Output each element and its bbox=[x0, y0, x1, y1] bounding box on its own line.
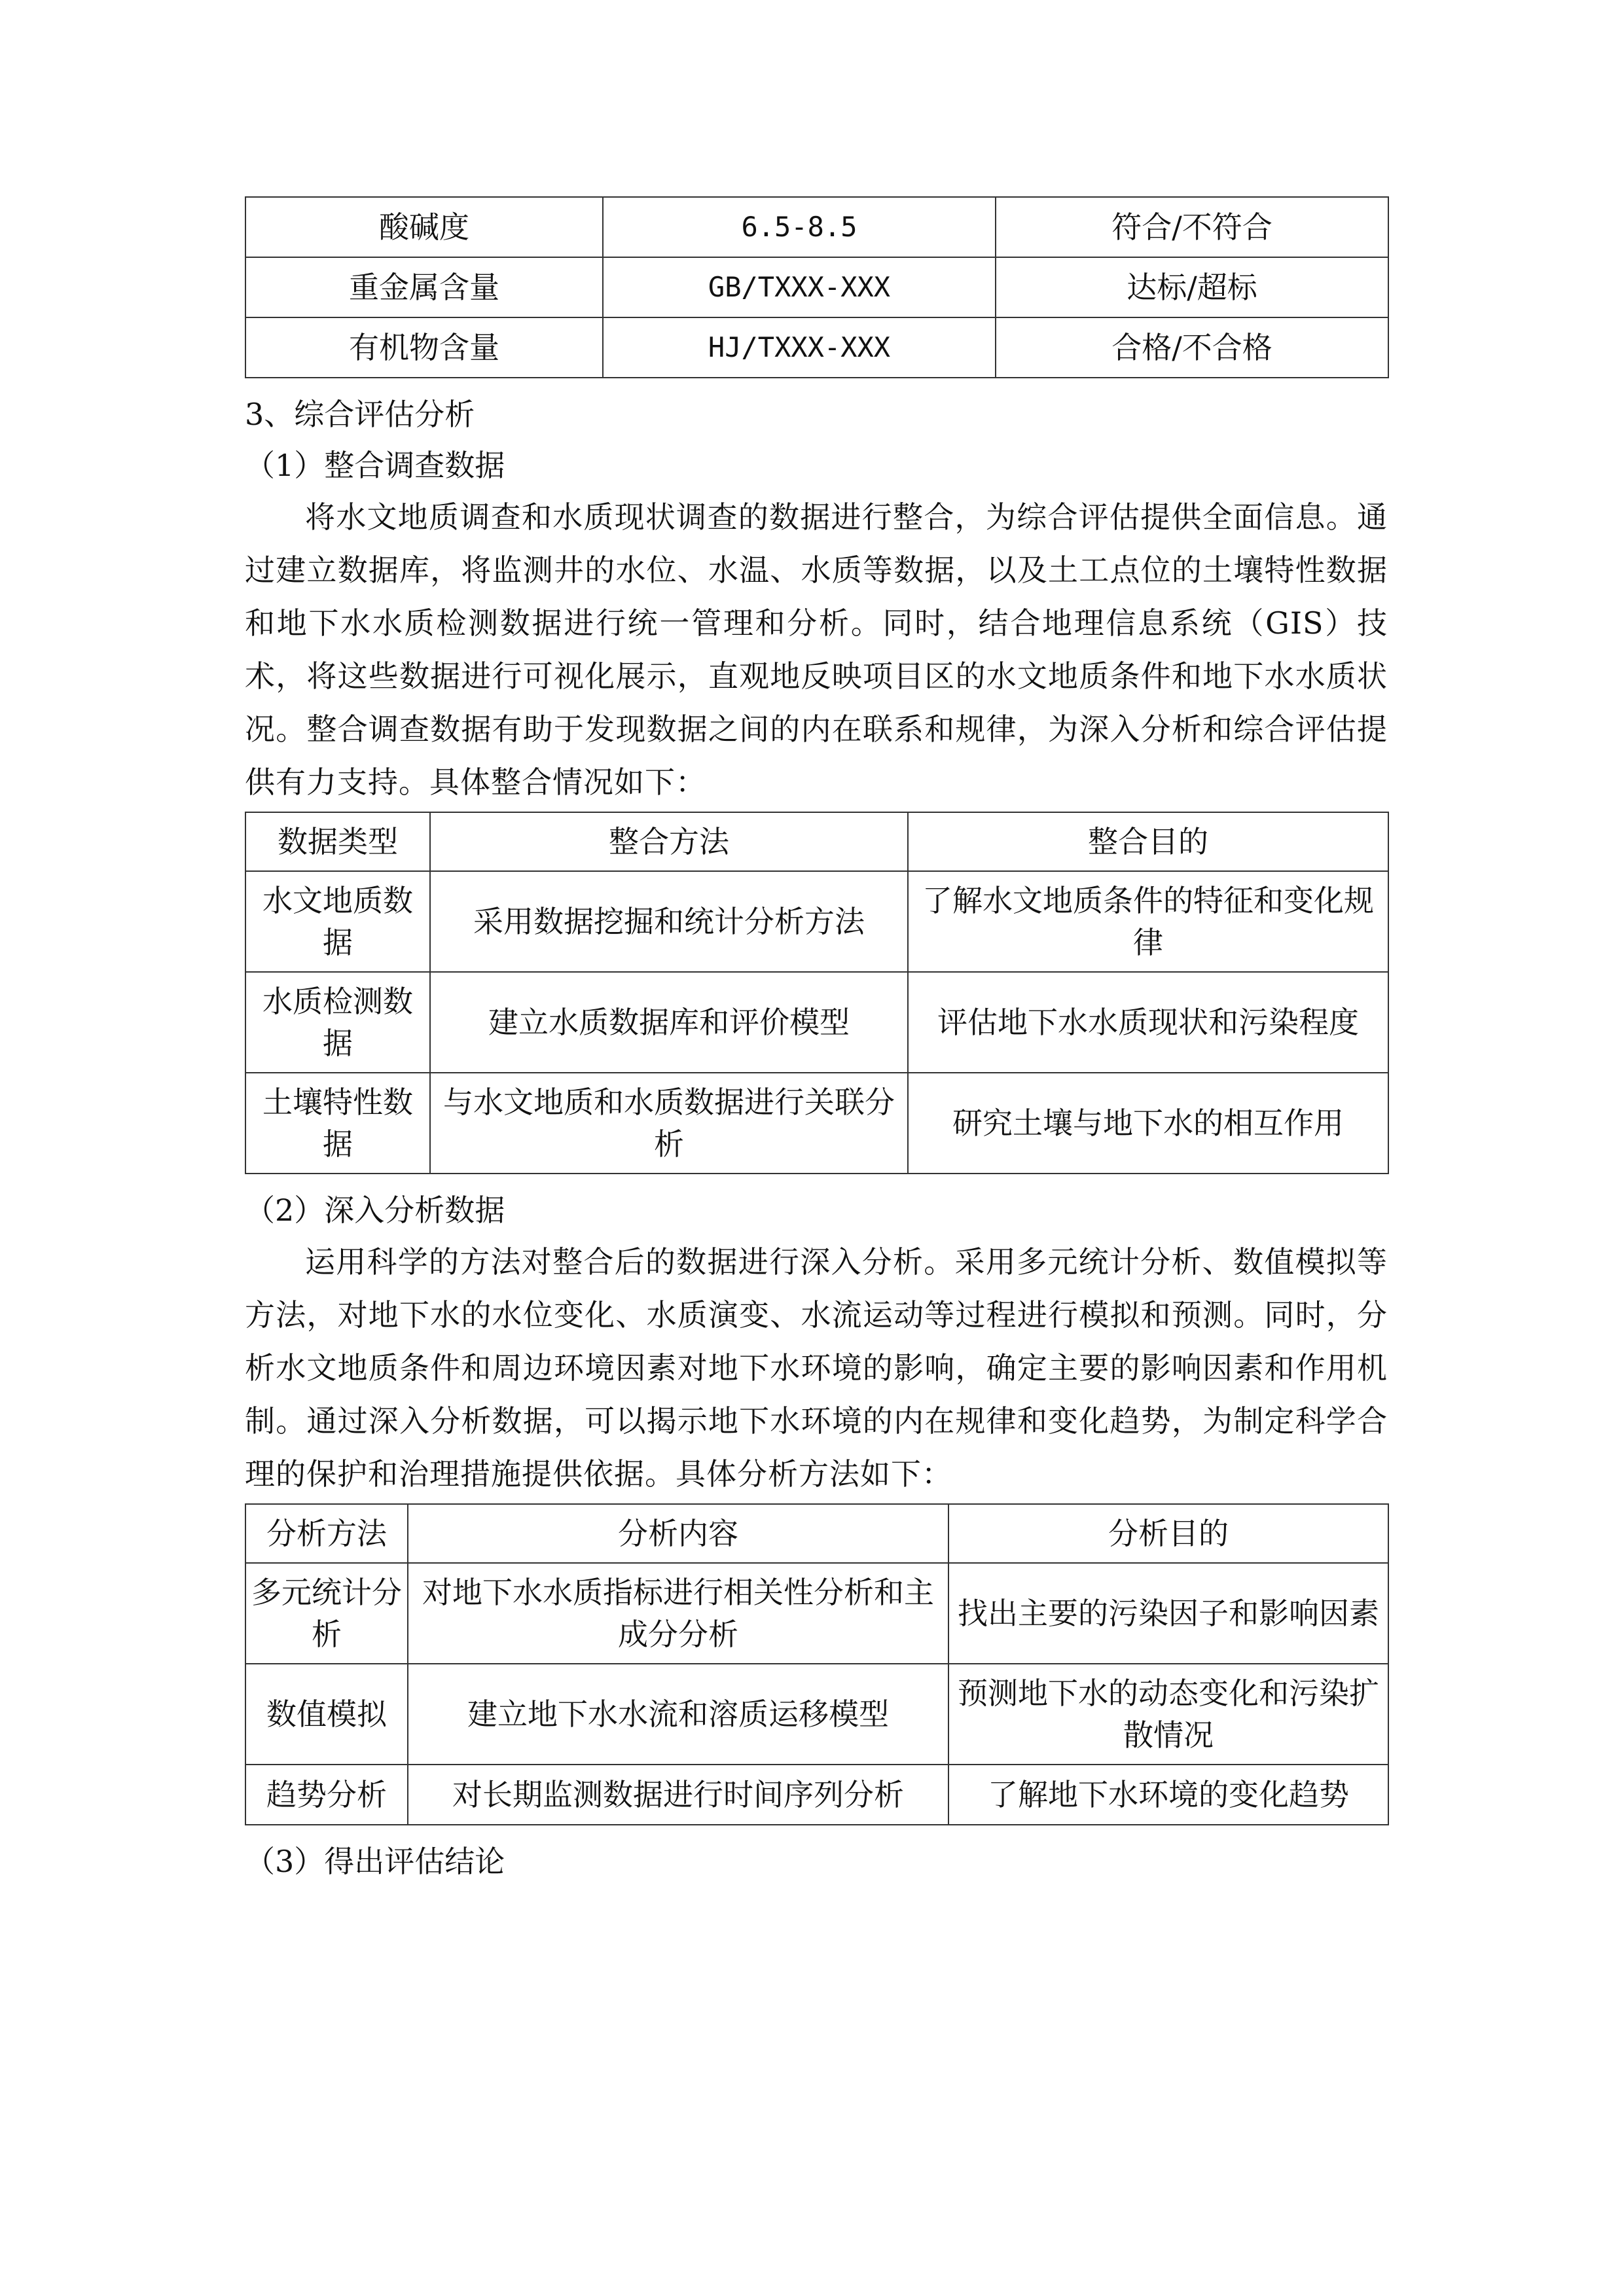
table-cell: 趋势分析 bbox=[245, 1765, 408, 1825]
subsection-heading: （3）得出评估结论 bbox=[245, 1844, 505, 1879]
table-cell: 研究土壤与地下水的相互作用 bbox=[908, 1073, 1388, 1174]
table-cell: 有机物含量 bbox=[245, 317, 603, 378]
table-row bbox=[245, 871, 1388, 972]
table-row bbox=[245, 197, 1388, 257]
table-cell: 对长期监测数据进行时间序列分析 bbox=[408, 1765, 948, 1825]
table-cell: 与水文地质和水质数据进行关联分析 bbox=[430, 1073, 908, 1174]
section-heading: 3、综合评估分析 bbox=[245, 397, 475, 432]
table-cell: 建立地下水水流和溶质运移模型 bbox=[408, 1664, 948, 1765]
table-cell: 预测地下水的动态变化和污染扩散情况 bbox=[948, 1664, 1388, 1765]
integration-table bbox=[245, 812, 1389, 1174]
paragraph: 运用科学的方法对整合后的数据进行深入分析。采用多元统计分析、数值模拟等方法，对地下水的水位变化、水质演变、水流运动等过程进行模拟和预测。同时，分析水文地质条件和周边环境因素对地下水环境的影响，确定主要的影响因素和作用机制。通过深入分析数据，可以揭示地下水环境的内在规律和变化趋势，为制定科学合理的保护和治理措施提供依据。具体分析方法如下： bbox=[245, 1244, 1388, 1492]
table-cell: 符合/不符合 bbox=[996, 197, 1388, 257]
table-row bbox=[245, 257, 1388, 317]
table-cell: 了解水文地质条件的特征和变化规律 bbox=[908, 871, 1388, 972]
table-row bbox=[245, 317, 1388, 378]
analysis-table bbox=[245, 1503, 1389, 1825]
table-header-row bbox=[245, 812, 1388, 871]
subsection-heading: （1）整合调查数据 bbox=[245, 448, 505, 483]
paragraph: 将水文地质调查和水质现状调查的数据进行整合，为综合评估提供全面信息。通过建立数据库，将监测井的水位、水温、水质等数据，以及土工点位的土壤特性数据和地下水水质检测数据进行统一管理和分析。同时，结合地理信息系统（GIS）技术，将这些数据进行可视化展示，直观地反映项目区的水文地质条件和地下水水质状况。整合调查数据有助于发现数据之间的内在联系和规律，为深入分析和综合评估提供有力支持。具体整合情况如下： bbox=[245, 499, 1388, 800]
standards-table bbox=[245, 196, 1389, 378]
table-header-cell: 分析内容 bbox=[408, 1504, 948, 1563]
table-header-cell: 分析方法 bbox=[245, 1504, 408, 1563]
table-cell: 评估地下水水质现状和污染程度 bbox=[908, 972, 1388, 1073]
table-cell: 数值模拟 bbox=[245, 1664, 408, 1765]
table-cell: 土壤特性数据 bbox=[245, 1073, 430, 1174]
table-cell: 酸碱度 bbox=[245, 197, 603, 257]
table-header-cell: 分析目的 bbox=[948, 1504, 1388, 1563]
table-cell: 建立水质数据库和评价模型 bbox=[430, 972, 908, 1073]
table-cell: 对地下水水质指标进行相关性分析和主成分分析 bbox=[408, 1563, 948, 1664]
table-cell: 找出主要的污染因子和影响因素 bbox=[948, 1563, 1388, 1664]
table-row bbox=[245, 972, 1388, 1073]
table-row bbox=[245, 1664, 1388, 1765]
table-cell: 采用数据挖掘和统计分析方法 bbox=[430, 871, 908, 972]
table-cell: 重金属含量 bbox=[245, 257, 603, 317]
table-row bbox=[245, 1563, 1388, 1664]
table-cell: 6.5-8.5 bbox=[603, 197, 996, 257]
table-cell: GB/TXXX-XXX bbox=[603, 257, 996, 317]
table-row bbox=[245, 1073, 1388, 1174]
table-cell: 了解地下水环境的变化趋势 bbox=[948, 1765, 1388, 1825]
table-header-cell: 整合方法 bbox=[430, 812, 908, 871]
table-row bbox=[245, 1765, 1388, 1825]
table-cell: 达标/超标 bbox=[996, 257, 1388, 317]
table-cell: 多元统计分析 bbox=[245, 1563, 408, 1664]
table-header-cell: 整合目的 bbox=[908, 812, 1388, 871]
document-page bbox=[245, 196, 1388, 1883]
table-cell: 水文地质数据 bbox=[245, 871, 430, 972]
table-header-row bbox=[245, 1504, 1388, 1563]
table-cell: 水质检测数据 bbox=[245, 972, 430, 1073]
table-header-cell: 数据类型 bbox=[245, 812, 430, 871]
table-cell: HJ/TXXX-XXX bbox=[603, 317, 996, 378]
table-cell: 合格/不合格 bbox=[996, 317, 1388, 378]
subsection-heading: （2）深入分析数据 bbox=[245, 1193, 505, 1228]
